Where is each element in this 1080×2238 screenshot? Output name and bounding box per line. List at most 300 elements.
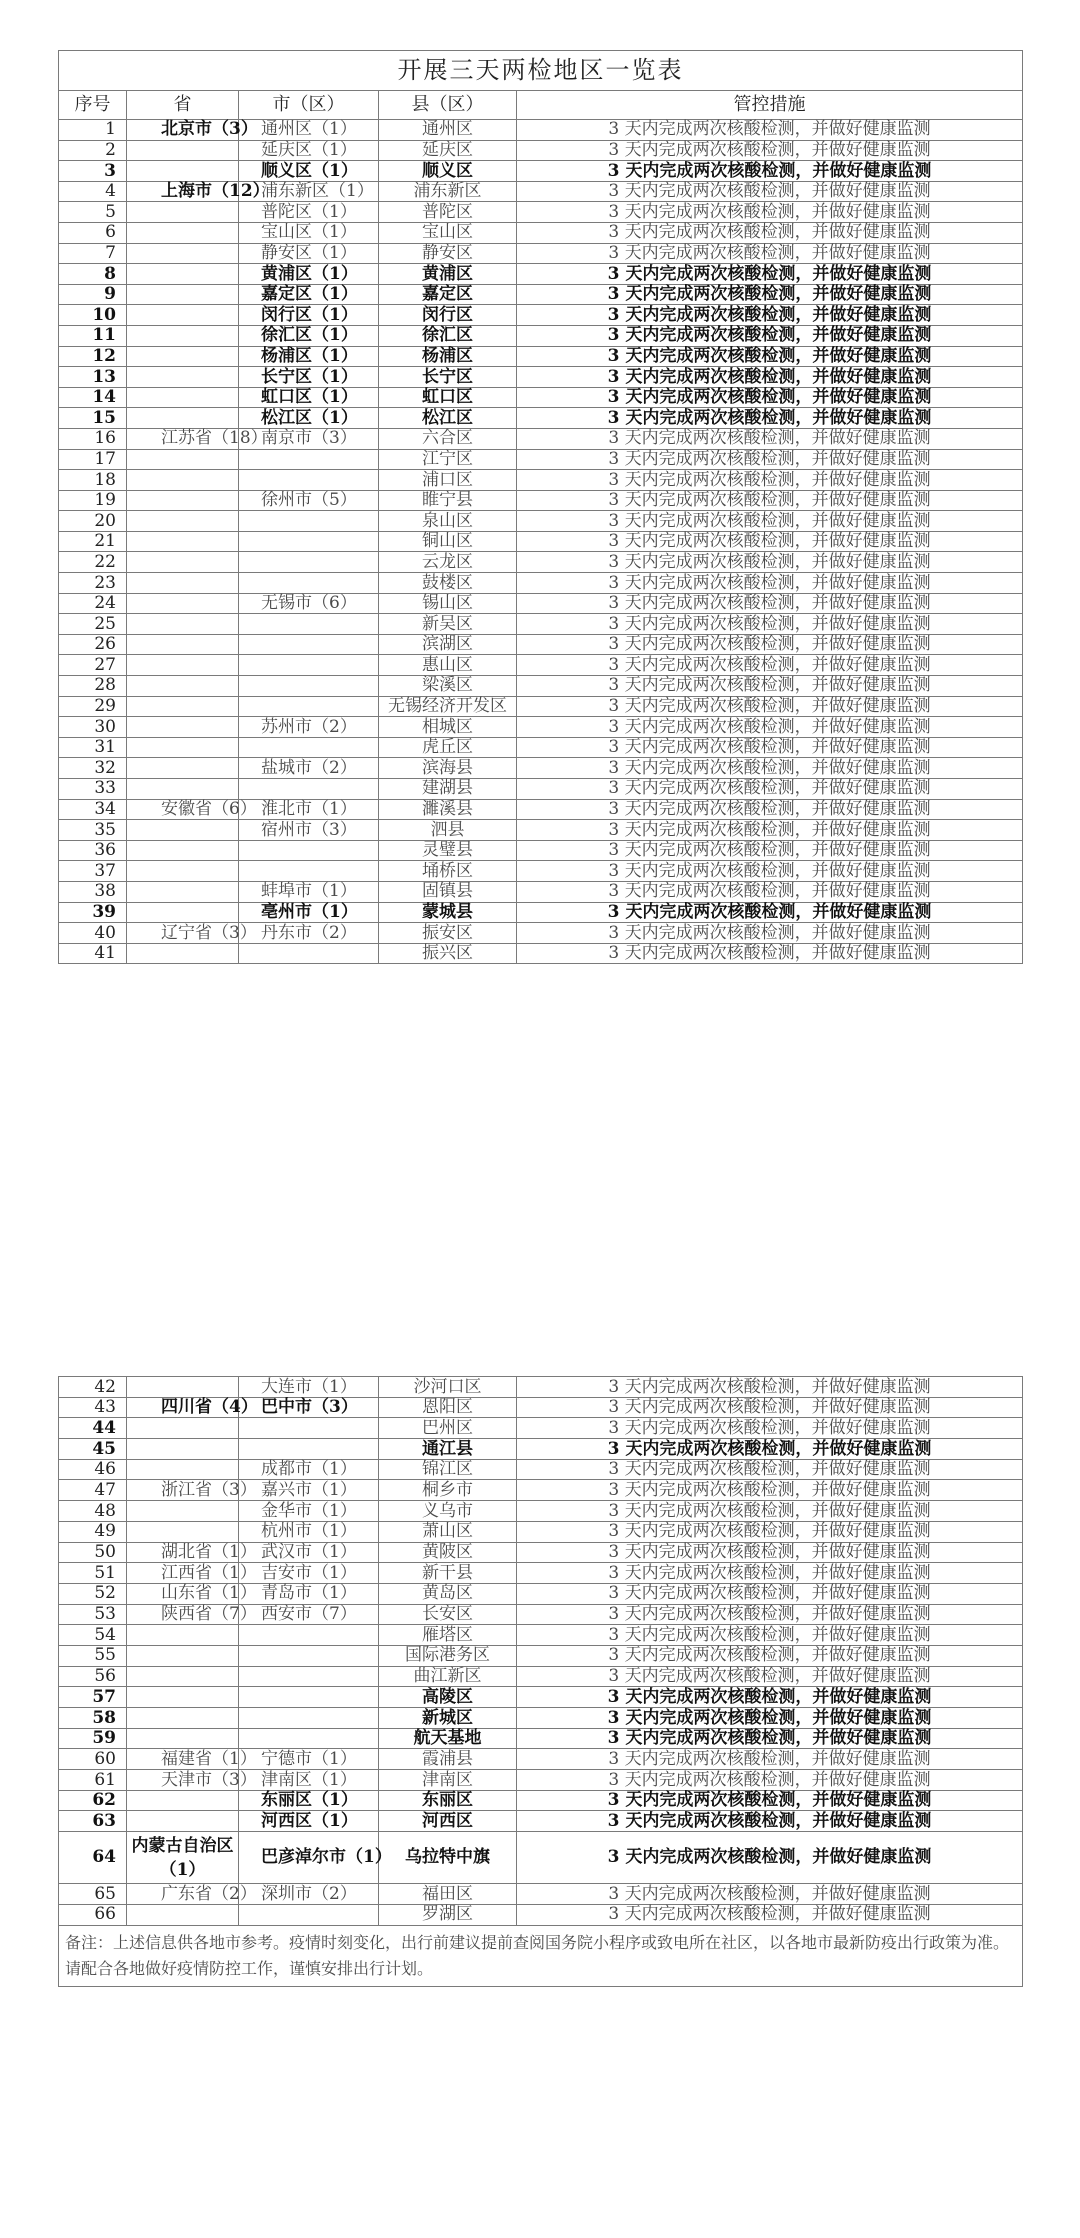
seq-cell: 56 — [59, 1666, 127, 1687]
province-cell — [127, 881, 239, 902]
province-cell — [127, 1625, 239, 1646]
seq-cell: 27 — [59, 655, 127, 676]
measure-cell: 3 天内完成两次核酸检测，并做好健康监测 — [517, 614, 1023, 635]
county-cell: 相城区 — [379, 717, 517, 738]
county-cell: 桐乡市 — [379, 1480, 517, 1501]
county-cell: 泉山区 — [379, 511, 517, 532]
table-row — [59, 881, 1023, 902]
table-row — [59, 120, 1023, 141]
province-cell — [127, 696, 239, 717]
city-cell: 杨浦区（1） — [239, 346, 379, 367]
province-cell — [127, 861, 239, 882]
city-cell — [239, 655, 379, 676]
county-cell: 浦东新区 — [379, 181, 517, 202]
table-title-row — [59, 51, 1023, 91]
city-cell — [239, 449, 379, 470]
province-cell: 辽宁省（3） — [127, 923, 239, 944]
measure-cell: 3 天内完成两次核酸检测，并做好健康监测 — [517, 1708, 1023, 1729]
seq-cell: 62 — [59, 1790, 127, 1811]
measure-cell: 3 天内完成两次核酸检测，并做好健康监测 — [517, 1377, 1023, 1398]
city-cell: 河西区（1） — [239, 1811, 379, 1832]
province-cell — [127, 1645, 239, 1666]
seq-cell: 12 — [59, 346, 127, 367]
seq-cell: 66 — [59, 1904, 127, 1925]
table-row — [59, 367, 1023, 388]
table-row — [59, 1397, 1023, 1418]
county-cell: 恩阳区 — [379, 1397, 517, 1418]
county-cell: 曲江新区 — [379, 1666, 517, 1687]
city-cell — [239, 1625, 379, 1646]
measure-cell: 3 天内完成两次核酸检测，并做好健康监测 — [517, 408, 1023, 429]
city-cell: 盐城市（2） — [239, 758, 379, 779]
province-cell — [127, 140, 239, 161]
city-cell: 金华市（1） — [239, 1501, 379, 1522]
measure-cell: 3 天内完成两次核酸检测，并做好健康监测 — [517, 799, 1023, 820]
province-cell — [127, 1521, 239, 1542]
county-cell: 顺义区 — [379, 161, 517, 182]
table-row — [59, 181, 1023, 202]
county-cell: 闵行区 — [379, 305, 517, 326]
province-cell — [127, 676, 239, 697]
table-row — [59, 717, 1023, 738]
seq-cell: 14 — [59, 387, 127, 408]
county-cell: 新干县 — [379, 1563, 517, 1584]
county-cell: 云龙区 — [379, 552, 517, 573]
table-row — [59, 1666, 1023, 1687]
table-row — [59, 820, 1023, 841]
measure-cell: 3 天内完成两次核酸检测，并做好健康监测 — [517, 1625, 1023, 1646]
city-cell: 南京市（3） — [239, 428, 379, 449]
seq-cell: 39 — [59, 902, 127, 923]
seq-cell: 15 — [59, 408, 127, 429]
table-row — [59, 305, 1023, 326]
city-cell: 亳州市（1） — [239, 902, 379, 923]
measure-cell: 3 天内完成两次核酸检测，并做好健康监测 — [517, 634, 1023, 655]
seq-cell: 42 — [59, 1377, 127, 1398]
city-cell: 西安市（7） — [239, 1604, 379, 1625]
seq-cell: 19 — [59, 490, 127, 511]
table-row — [59, 593, 1023, 614]
province-cell — [127, 943, 239, 964]
seq-cell: 24 — [59, 593, 127, 614]
province-cell — [127, 449, 239, 470]
city-cell — [239, 614, 379, 635]
city-cell: 蚌埠市（1） — [239, 881, 379, 902]
seq-cell: 8 — [59, 264, 127, 285]
measure-cell: 3 天内完成两次核酸检测，并做好健康监测 — [517, 1563, 1023, 1584]
county-cell: 浦口区 — [379, 470, 517, 491]
seq-cell: 57 — [59, 1687, 127, 1708]
seq-cell: 7 — [59, 243, 127, 264]
city-cell: 丹东市（2） — [239, 923, 379, 944]
county-cell: 锦江区 — [379, 1459, 517, 1480]
table-row — [59, 1884, 1023, 1905]
table-row — [59, 861, 1023, 882]
table-row — [59, 1377, 1023, 1398]
measure-cell: 3 天内完成两次核酸检测，并做好健康监测 — [517, 511, 1023, 532]
county-cell: 灵璧县 — [379, 840, 517, 861]
city-cell: 武汉市（1） — [239, 1542, 379, 1563]
seq-cell: 38 — [59, 881, 127, 902]
table-row — [59, 161, 1023, 182]
province-cell — [127, 1687, 239, 1708]
province-cell — [127, 779, 239, 800]
table-row — [59, 1687, 1023, 1708]
city-cell: 松江区（1） — [239, 408, 379, 429]
county-cell: 通江县 — [379, 1439, 517, 1460]
measure-cell: 3 天内完成两次核酸检测，并做好健康监测 — [517, 737, 1023, 758]
measure-cell: 3 天内完成两次核酸检测，并做好健康监测 — [517, 820, 1023, 841]
county-cell: 静安区 — [379, 243, 517, 264]
table-row — [59, 1501, 1023, 1522]
table-row — [59, 470, 1023, 491]
county-cell: 河西区 — [379, 1811, 517, 1832]
county-cell: 国际港务区 — [379, 1645, 517, 1666]
province-cell — [127, 202, 239, 223]
measure-cell: 3 天内完成两次核酸检测，并做好健康监测 — [517, 1904, 1023, 1925]
table-row — [59, 428, 1023, 449]
table-row — [59, 346, 1023, 367]
province-cell — [127, 243, 239, 264]
table-row — [59, 325, 1023, 346]
county-cell: 松江区 — [379, 408, 517, 429]
measure-cell: 3 天内完成两次核酸检测，并做好健康监测 — [517, 490, 1023, 511]
measure-cell: 3 天内完成两次核酸检测，并做好健康监测 — [517, 202, 1023, 223]
seq-cell: 5 — [59, 202, 127, 223]
table-row — [59, 655, 1023, 676]
measure-cell: 3 天内完成两次核酸检测，并做好健康监测 — [517, 1811, 1023, 1832]
province-cell: 内蒙古自治区（1） — [127, 1832, 239, 1884]
county-cell: 雁塔区 — [379, 1625, 517, 1646]
table-row — [59, 1790, 1023, 1811]
table-row — [59, 552, 1023, 573]
seq-cell: 23 — [59, 573, 127, 594]
city-cell — [239, 1645, 379, 1666]
header-province: 省 — [127, 91, 239, 120]
province-cell: 天津市（3） — [127, 1770, 239, 1791]
table-row — [59, 1811, 1023, 1832]
county-cell: 鼓楼区 — [379, 573, 517, 594]
seq-cell: 33 — [59, 779, 127, 800]
province-cell: 四川省（4） — [127, 1397, 239, 1418]
table-row — [59, 449, 1023, 470]
measure-cell: 3 天内完成两次核酸检测，并做好健康监测 — [517, 676, 1023, 697]
province-cell — [127, 573, 239, 594]
city-cell: 苏州市（2） — [239, 717, 379, 738]
province-cell — [127, 1790, 239, 1811]
seq-cell: 36 — [59, 840, 127, 861]
county-cell: 高陵区 — [379, 1687, 517, 1708]
county-cell: 津南区 — [379, 1770, 517, 1791]
county-cell: 濉溪县 — [379, 799, 517, 820]
measure-cell: 3 天内完成两次核酸检测，并做好健康监测 — [517, 1687, 1023, 1708]
measure-cell: 3 天内完成两次核酸检测，并做好健康监测 — [517, 758, 1023, 779]
county-cell: 固镇县 — [379, 881, 517, 902]
province-cell — [127, 1459, 239, 1480]
seq-cell: 11 — [59, 325, 127, 346]
seq-cell: 17 — [59, 449, 127, 470]
county-cell: 虎丘区 — [379, 737, 517, 758]
measure-cell: 3 天内完成两次核酸检测，并做好健康监测 — [517, 1749, 1023, 1770]
measure-cell: 3 天内完成两次核酸检测，并做好健康监测 — [517, 367, 1023, 388]
table-row — [59, 1480, 1023, 1501]
city-cell: 东丽区（1） — [239, 1790, 379, 1811]
table-row — [59, 634, 1023, 655]
table-row — [59, 222, 1023, 243]
measure-cell: 3 天内完成两次核酸检测，并做好健康监测 — [517, 840, 1023, 861]
province-cell: 安徽省（6） — [127, 799, 239, 820]
county-cell: 巴州区 — [379, 1418, 517, 1439]
city-cell — [239, 1666, 379, 1687]
county-cell: 黄浦区 — [379, 264, 517, 285]
city-cell: 深圳市（2） — [239, 1884, 379, 1905]
header-row — [59, 91, 1023, 120]
measure-cell: 3 天内完成两次核酸检测，并做好健康监测 — [517, 305, 1023, 326]
seq-cell: 63 — [59, 1811, 127, 1832]
table-row — [59, 1418, 1023, 1439]
city-cell: 徐州市（5） — [239, 490, 379, 511]
city-cell: 嘉兴市（1） — [239, 1480, 379, 1501]
city-cell — [239, 1439, 379, 1460]
province-cell — [127, 325, 239, 346]
seq-cell: 46 — [59, 1459, 127, 1480]
county-cell: 梁溪区 — [379, 676, 517, 697]
county-cell: 滨湖区 — [379, 634, 517, 655]
seq-cell: 65 — [59, 1884, 127, 1905]
county-cell: 东丽区 — [379, 1790, 517, 1811]
seq-cell: 54 — [59, 1625, 127, 1646]
province-cell — [127, 470, 239, 491]
city-cell: 巴彦淖尔市（1） — [239, 1832, 379, 1884]
measure-cell: 3 天内完成两次核酸检测，并做好健康监测 — [517, 387, 1023, 408]
measure-cell: 3 天内完成两次核酸检测，并做好健康监测 — [517, 593, 1023, 614]
seq-cell: 64 — [59, 1832, 127, 1884]
province-cell — [127, 387, 239, 408]
city-cell: 宝山区（1） — [239, 222, 379, 243]
county-cell: 无锡经济开发区 — [379, 696, 517, 717]
county-cell: 江宁区 — [379, 449, 517, 470]
province-cell — [127, 737, 239, 758]
table-row — [59, 511, 1023, 532]
seq-cell: 22 — [59, 552, 127, 573]
table-row — [59, 737, 1023, 758]
seq-cell: 35 — [59, 820, 127, 841]
measure-cell: 3 天内完成两次核酸检测，并做好健康监测 — [517, 1666, 1023, 1687]
county-cell: 延庆区 — [379, 140, 517, 161]
city-cell — [239, 1708, 379, 1729]
province-cell — [127, 758, 239, 779]
county-cell: 建湖县 — [379, 779, 517, 800]
county-cell: 航天基地 — [379, 1728, 517, 1749]
county-cell: 福田区 — [379, 1884, 517, 1905]
table-row — [59, 943, 1023, 964]
city-cell: 巴中市（3） — [239, 1397, 379, 1418]
measure-cell: 3 天内完成两次核酸检测，并做好健康监测 — [517, 1832, 1023, 1884]
measure-cell: 3 天内完成两次核酸检测，并做好健康监测 — [517, 120, 1023, 141]
measure-cell: 3 天内完成两次核酸检测，并做好健康监测 — [517, 243, 1023, 264]
city-cell — [239, 552, 379, 573]
seq-cell: 18 — [59, 470, 127, 491]
seq-cell: 32 — [59, 758, 127, 779]
county-cell: 宝山区 — [379, 222, 517, 243]
table-row — [59, 1904, 1023, 1925]
table-row — [59, 1583, 1023, 1604]
measure-cell: 3 天内完成两次核酸检测，并做好健康监测 — [517, 1521, 1023, 1542]
city-cell: 浦东新区（1） — [239, 181, 379, 202]
seq-cell: 28 — [59, 676, 127, 697]
province-cell: 浙江省（3） — [127, 1480, 239, 1501]
city-cell: 延庆区（1） — [239, 140, 379, 161]
seq-cell: 4 — [59, 181, 127, 202]
city-cell: 津南区（1） — [239, 1770, 379, 1791]
city-cell: 无锡市（6） — [239, 593, 379, 614]
county-cell: 睢宁县 — [379, 490, 517, 511]
seq-cell: 6 — [59, 222, 127, 243]
seq-cell: 43 — [59, 1397, 127, 1418]
table-row — [59, 1832, 1023, 1884]
province-cell — [127, 511, 239, 532]
province-cell — [127, 820, 239, 841]
province-cell: 上海市（12） — [127, 181, 239, 202]
footnote: 备注：上述信息供各地市参考。疫情时刻变化，出行前建议提前查阅国务院小程序或致电所在社区，以各地市最新防疫出行政策为准。请配合各地做好疫情防控工作，谨慎安排出行计划。 — [59, 1925, 1023, 1986]
measure-cell: 3 天内完成两次核酸检测，并做好健康监测 — [517, 181, 1023, 202]
county-cell: 杨浦区 — [379, 346, 517, 367]
seq-cell: 52 — [59, 1583, 127, 1604]
seq-cell: 55 — [59, 1645, 127, 1666]
measure-cell: 3 天内完成两次核酸检测，并做好健康监测 — [517, 861, 1023, 882]
county-cell: 铜山区 — [379, 531, 517, 552]
province-cell — [127, 367, 239, 388]
measure-cell: 3 天内完成两次核酸检测，并做好健康监测 — [517, 1583, 1023, 1604]
measure-cell: 3 天内完成两次核酸检测，并做好健康监测 — [517, 717, 1023, 738]
table-row — [59, 676, 1023, 697]
city-cell — [239, 511, 379, 532]
county-cell: 锡山区 — [379, 593, 517, 614]
seq-cell: 37 — [59, 861, 127, 882]
measure-cell: 3 天内完成两次核酸检测，并做好健康监测 — [517, 1542, 1023, 1563]
city-cell: 嘉定区（1） — [239, 284, 379, 305]
county-cell: 黄陂区 — [379, 1542, 517, 1563]
province-cell — [127, 1418, 239, 1439]
seq-cell: 47 — [59, 1480, 127, 1501]
province-cell — [127, 655, 239, 676]
province-cell — [127, 284, 239, 305]
seq-cell: 41 — [59, 943, 127, 964]
table-row — [59, 1625, 1023, 1646]
province-cell — [127, 1728, 239, 1749]
province-cell — [127, 531, 239, 552]
table-row — [59, 1563, 1023, 1584]
table-row — [59, 1439, 1023, 1460]
table-row — [59, 284, 1023, 305]
measure-cell: 3 天内完成两次核酸检测，并做好健康监测 — [517, 325, 1023, 346]
province-cell — [127, 1439, 239, 1460]
city-cell: 杭州市（1） — [239, 1521, 379, 1542]
province-cell — [127, 614, 239, 635]
seq-cell: 60 — [59, 1749, 127, 1770]
city-cell — [239, 696, 379, 717]
city-cell: 虹口区（1） — [239, 387, 379, 408]
city-cell: 大连市（1） — [239, 1377, 379, 1398]
table-row — [59, 1521, 1023, 1542]
city-cell — [239, 1904, 379, 1925]
measure-cell: 3 天内完成两次核酸检测，并做好健康监测 — [517, 1790, 1023, 1811]
county-cell: 滨海县 — [379, 758, 517, 779]
measure-cell: 3 天内完成两次核酸检测，并做好健康监测 — [517, 449, 1023, 470]
seq-cell: 13 — [59, 367, 127, 388]
table-row — [59, 840, 1023, 861]
province-cell — [127, 305, 239, 326]
county-cell: 义乌市 — [379, 1501, 517, 1522]
measure-cell: 3 天内完成两次核酸检测，并做好健康监测 — [517, 573, 1023, 594]
province-cell — [127, 222, 239, 243]
province-cell — [127, 1377, 239, 1398]
province-cell — [127, 634, 239, 655]
city-cell: 成都市（1） — [239, 1459, 379, 1480]
city-cell: 长宁区（1） — [239, 367, 379, 388]
seq-cell: 45 — [59, 1439, 127, 1460]
county-cell: 普陀区 — [379, 202, 517, 223]
county-cell: 新城区 — [379, 1708, 517, 1729]
measure-cell: 3 天内完成两次核酸检测，并做好健康监测 — [517, 1480, 1023, 1501]
table-row — [59, 140, 1023, 161]
measure-cell: 3 天内完成两次核酸检测，并做好健康监测 — [517, 140, 1023, 161]
province-cell — [127, 490, 239, 511]
table-row — [59, 1708, 1023, 1729]
measure-cell: 3 天内完成两次核酸检测，并做好健康监测 — [517, 428, 1023, 449]
measure-cell: 3 天内完成两次核酸检测，并做好健康监测 — [517, 902, 1023, 923]
table-row — [59, 923, 1023, 944]
table-row — [59, 696, 1023, 717]
measure-cell: 3 天内完成两次核酸检测，并做好健康监测 — [517, 1418, 1023, 1439]
province-cell: 北京市（3） — [127, 120, 239, 141]
measure-cell: 3 天内完成两次核酸检测，并做好健康监测 — [517, 222, 1023, 243]
seq-cell: 40 — [59, 923, 127, 944]
province-cell — [127, 552, 239, 573]
measure-cell: 3 天内完成两次核酸检测，并做好健康监测 — [517, 264, 1023, 285]
county-cell: 萧山区 — [379, 1521, 517, 1542]
measure-cell: 3 天内完成两次核酸检测，并做好健康监测 — [517, 1884, 1023, 1905]
seq-cell: 58 — [59, 1708, 127, 1729]
county-cell: 振安区 — [379, 923, 517, 944]
seq-cell: 30 — [59, 717, 127, 738]
city-cell — [239, 531, 379, 552]
province-cell — [127, 264, 239, 285]
province-cell: 广东省（2） — [127, 1884, 239, 1905]
table-row — [59, 490, 1023, 511]
measure-cell: 3 天内完成两次核酸检测，并做好健康监测 — [517, 1397, 1023, 1418]
province-cell: 湖北省（1） — [127, 1542, 239, 1563]
measure-cell: 3 天内完成两次核酸检测，并做好健康监测 — [517, 1645, 1023, 1666]
seq-cell: 61 — [59, 1770, 127, 1791]
city-cell — [239, 943, 379, 964]
city-cell — [239, 779, 379, 800]
county-cell: 霞浦县 — [379, 1749, 517, 1770]
table-row — [59, 1728, 1023, 1749]
seq-cell: 51 — [59, 1563, 127, 1584]
county-cell: 黄岛区 — [379, 1583, 517, 1604]
measure-cell: 3 天内完成两次核酸检测，并做好健康监测 — [517, 779, 1023, 800]
region-table-part2 — [58, 1376, 1023, 1987]
province-cell — [127, 1708, 239, 1729]
measure-cell: 3 天内完成两次核酸检测，并做好健康监测 — [517, 943, 1023, 964]
region-table-part1 — [58, 50, 1023, 964]
province-cell — [127, 1904, 239, 1925]
province-cell: 江苏省（18） — [127, 428, 239, 449]
city-cell: 青岛市（1） — [239, 1583, 379, 1604]
table-row — [59, 1459, 1023, 1480]
seq-cell: 34 — [59, 799, 127, 820]
